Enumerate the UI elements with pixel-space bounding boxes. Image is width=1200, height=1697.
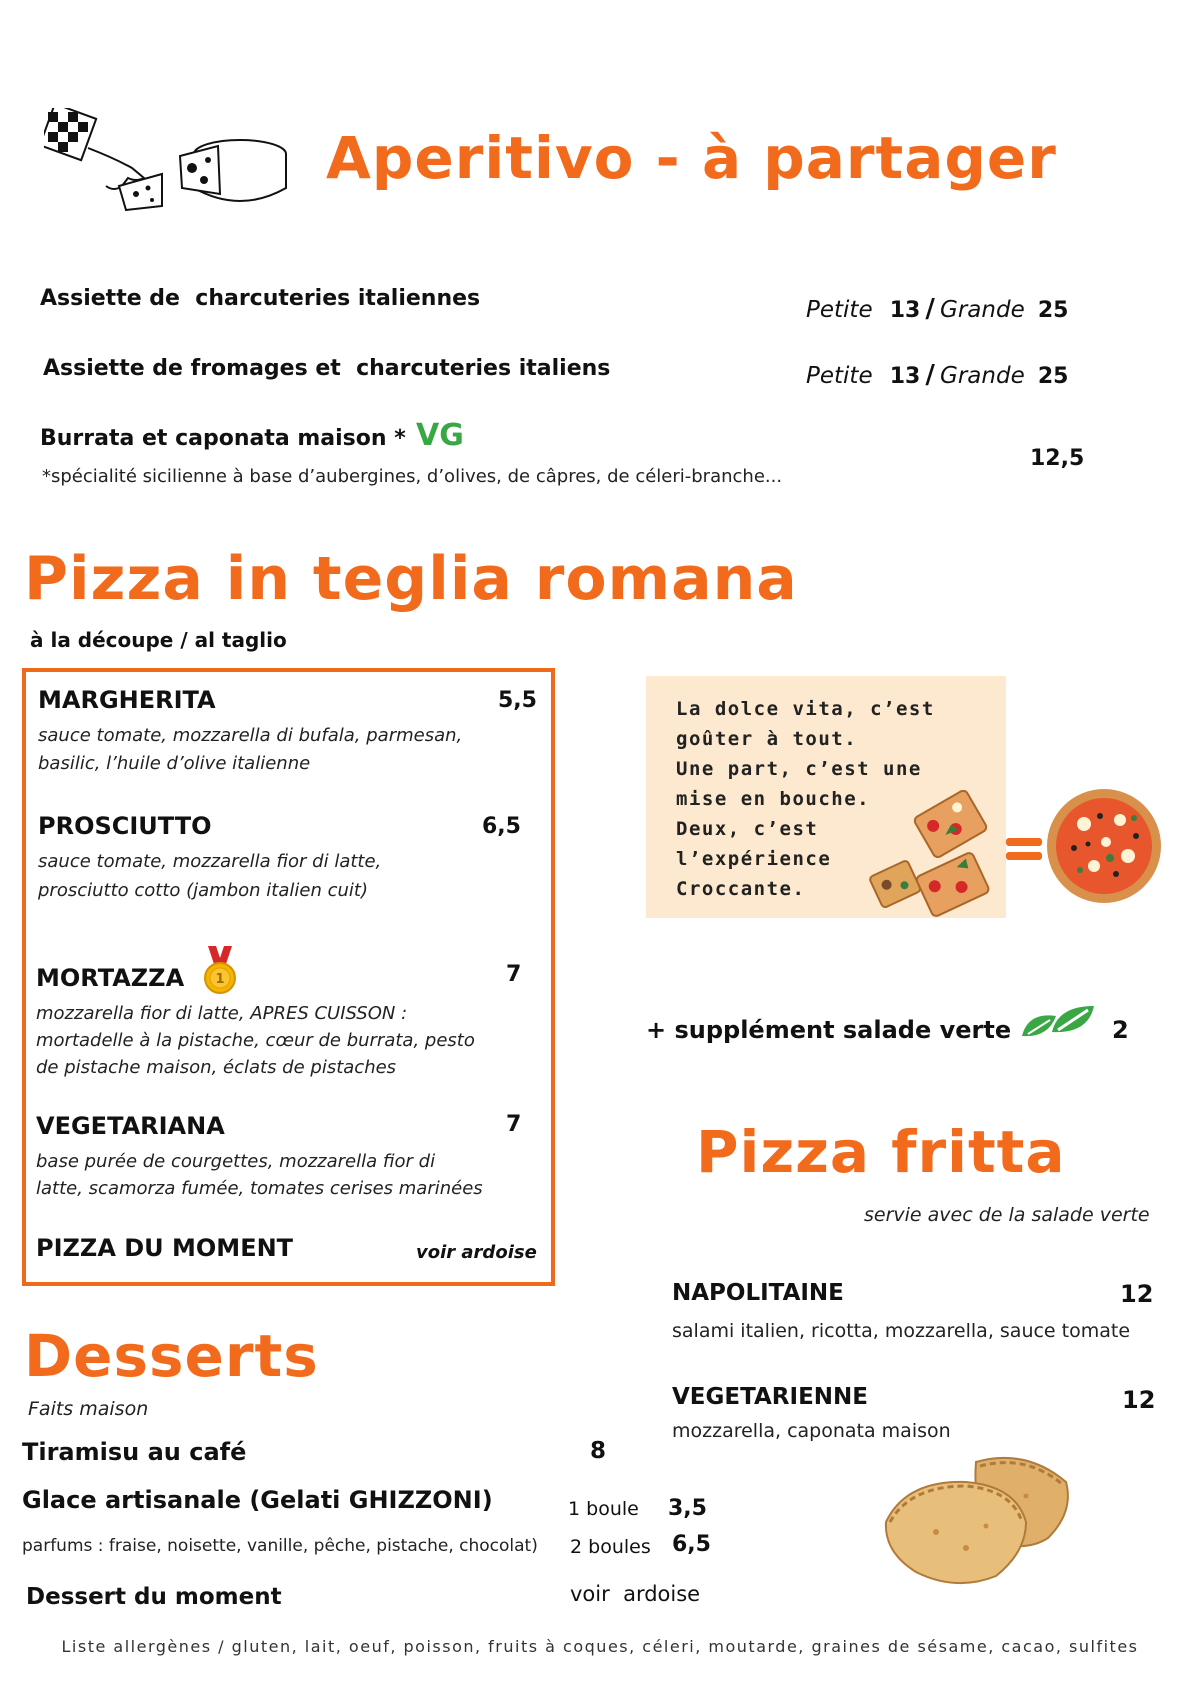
petite-label: Petite	[806, 363, 873, 389]
pizza-fritta-title: Pizza fritta	[696, 1118, 1066, 1186]
fritta-desc: mozzarella, caponata maison	[672, 1420, 951, 1442]
burrata-note: *spécialité sicilienne à base d’aubergines, d’olives, de câpres, de céleri-branche...	[42, 466, 783, 487]
pizza-desc: basilic, l’huile d’olive italienne	[38, 753, 311, 774]
medal-icon	[202, 946, 238, 996]
pizza-desc: latte, scamorza fumée, tomates cerises marinées	[36, 1178, 483, 1199]
whole-pizza-icon	[1044, 786, 1164, 906]
glace-one-label: 1 boule	[568, 1498, 639, 1520]
pizza-slices-icon	[864, 790, 1004, 920]
petite-label: Petite	[806, 297, 873, 323]
pizza-desc: mortadelle à la pistache, cœur de burrata, pesto	[36, 1030, 475, 1051]
quote-line: l’expérience	[676, 848, 832, 870]
aperitivo-title: Aperitivo - à partager	[326, 124, 1057, 192]
pizza-moment-name: PIZZA DU MOMENT	[36, 1234, 294, 1262]
petite-price: 13	[889, 298, 921, 323]
fritta-name: VEGETARIENNE	[672, 1384, 868, 1410]
glace-two-label: 2 boules	[570, 1536, 651, 1558]
pizza-name: MARGHERITA	[38, 686, 216, 714]
hand-cheese-icon	[44, 108, 174, 218]
pizza-desc: prosciutto cotto (jambon italien cuit)	[38, 880, 368, 901]
glace-two-price: 6,5	[672, 1532, 711, 1557]
quote-line: goûter à tout.	[676, 728, 858, 750]
pizza-desc: sauce tomate, mozzarella di bufala, parmesan,	[38, 725, 463, 746]
leaf-fork-icon	[1018, 1002, 1098, 1042]
vg-badge: VG	[416, 418, 464, 453]
aperitivo-item-name: Assiette de charcuteries italiennes	[40, 286, 481, 311]
grande-price: 25	[1037, 298, 1069, 323]
desserts-subtitle: Faits maison	[28, 1398, 149, 1420]
pizza-teglia-subtitle: à la découpe / al taglio	[30, 628, 287, 652]
aperitivo-item-prices	[806, 360, 1068, 390]
glace-one-price: 3,5	[668, 1496, 707, 1521]
fried-pizza-icon	[876, 1452, 1076, 1590]
fritta-price: 12	[1120, 1280, 1154, 1308]
fritta-desc: salami italien, ricotta, mozzarella, sauce tomate	[672, 1320, 1131, 1342]
tiramisu-price: 8	[590, 1438, 607, 1464]
quote-line: Croccante.	[676, 878, 806, 900]
cheese-wheel-icon	[178, 136, 290, 208]
aperitivo-item-prices	[806, 294, 1068, 324]
burrata-name: Burrata et caponata maison *	[40, 426, 406, 451]
allergen-footer: Liste allergènes / gluten, lait, oeuf, poisson, fruits à coques, céleri, moutarde, graines de sésame, cacao, sulfites	[61, 1637, 1139, 1656]
quote-line: Deux, c’est	[676, 818, 819, 840]
pizza-teglia-title: Pizza in teglia romana	[24, 544, 798, 614]
petite-price: 13	[889, 364, 921, 389]
fritta-price: 12	[1122, 1386, 1156, 1414]
pizza-name: PROSCIUTTO	[38, 812, 212, 840]
quote-line: mise en bouche.	[676, 788, 871, 810]
quote-line: La dolce vita, c’est	[676, 698, 935, 720]
dessert-moment-name: Dessert du moment	[26, 1584, 282, 1610]
aperitivo-item-name: Assiette de fromages et charcuteries italiens	[43, 356, 611, 381]
desserts-title: Desserts	[24, 1322, 319, 1390]
svg-text:1: 1	[215, 972, 225, 987]
tiramisu-name: Tiramisu au café	[22, 1438, 247, 1466]
pizza-desc: mozzarella fior di latte, APRES CUISSON :	[36, 1003, 408, 1024]
burrata-price: 12,5	[1030, 446, 1085, 471]
quote-line: Une part, c’est une	[676, 758, 922, 780]
equals-icon	[1006, 836, 1042, 862]
pizza-desc: base purée de courgettes, mozzarella fior di	[36, 1151, 436, 1172]
price-separator: /	[925, 360, 935, 390]
supplement-label: + supplément salade verte	[646, 1016, 1012, 1044]
pizza-fritta-subtitle: servie avec de la salade verte	[864, 1204, 1150, 1226]
pizza-price: 7	[506, 962, 522, 987]
grande-label: Grande	[940, 297, 1025, 323]
pizza-name: MORTAZZA	[36, 964, 185, 992]
grande-price: 25	[1037, 364, 1069, 389]
pizza-desc: de pistache maison, éclats de pistaches	[36, 1057, 397, 1078]
supplement-price: 2	[1112, 1016, 1129, 1044]
glace-flavors: parfums : fraise, noisette, vanille, pêche, pistache, chocolat)	[22, 1536, 538, 1556]
pizza-name: VEGETARIANA	[36, 1112, 225, 1140]
pizza-moment-price: voir ardoise	[416, 1242, 537, 1263]
pizza-desc: sauce tomate, mozzarella fior di latte,	[38, 851, 382, 872]
pizza-price: 5,5	[498, 688, 537, 713]
price-separator: /	[925, 294, 935, 324]
fritta-name: NAPOLITAINE	[672, 1280, 844, 1306]
pizza-price: 7	[506, 1112, 522, 1137]
glace-name: Glace artisanale (Gelati GHIZZONI)	[22, 1486, 493, 1514]
grande-label: Grande	[940, 363, 1025, 389]
pizza-price: 6,5	[482, 814, 521, 839]
dessert-moment-price: voir ardoise	[570, 1582, 701, 1606]
